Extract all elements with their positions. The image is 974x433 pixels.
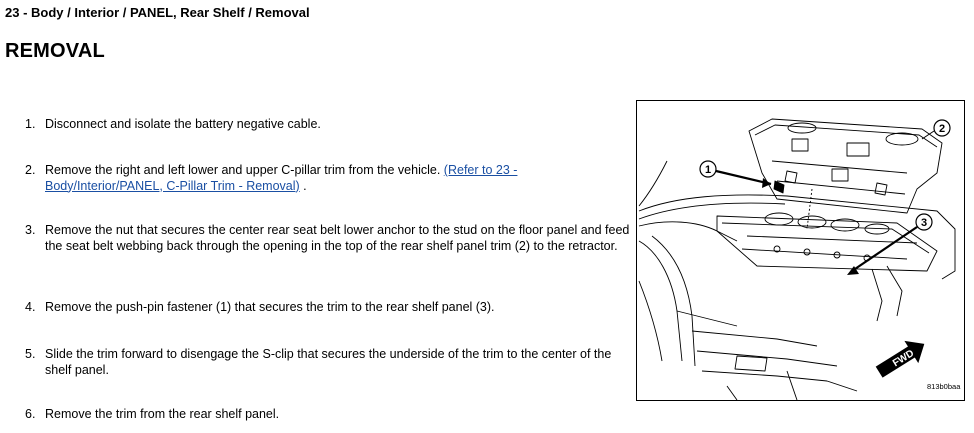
step-number: 6. bbox=[25, 407, 36, 421]
step-item bbox=[25, 407, 635, 423]
callout-2: 2 bbox=[938, 123, 946, 135]
step-text-container bbox=[45, 163, 635, 194]
step-item bbox=[25, 117, 635, 133]
breadcrumb: 23 - Body / Interior / PANEL, Rear Shelf / Removal bbox=[5, 5, 310, 20]
step-item bbox=[25, 300, 635, 316]
step-text: Remove the trim from the rear shelf panel. bbox=[45, 407, 280, 421]
step-number: 5. bbox=[25, 347, 36, 361]
step-text: Remove the push-pin fastener (1) that secures the trim to the rear shelf panel (3). bbox=[45, 300, 495, 314]
step-item bbox=[25, 347, 635, 378]
step-item bbox=[25, 223, 635, 254]
step-text: Disconnect and isolate the battery negative cable. bbox=[45, 117, 321, 131]
step-text-suffix: . bbox=[299, 178, 307, 193]
step-number: 4. bbox=[25, 300, 36, 314]
reference-link-c-pillar-trim-removal[interactable]: (Refer to 23 - Body/Interior/PANEL, C-Pillar Trim - Removal) bbox=[45, 163, 518, 193]
step-text: Remove the right and left lower and upper C-pillar trim from the vehicle. bbox=[45, 163, 441, 177]
step-text: Slide the trim forward to disengage the S-clip that secures the underside of the trim to the center of the shelf panel. bbox=[45, 347, 612, 377]
fwd-label: FWD bbox=[891, 347, 917, 370]
step-number: 1. bbox=[25, 117, 36, 131]
step-number: 3. bbox=[25, 223, 36, 237]
rear-shelf-illustration bbox=[636, 100, 965, 401]
figure-code: 813b0baa bbox=[927, 382, 961, 391]
callout-3: 3 bbox=[920, 217, 928, 229]
forward-arrow-icon bbox=[873, 334, 930, 382]
step-number: 2. bbox=[25, 163, 36, 177]
step-item bbox=[25, 163, 635, 194]
rear-shelf-line-drawing bbox=[637, 101, 964, 400]
step-text: Remove the nut that secures the center rear seat belt lower anchor to the stud on the floor panel and feed the seat belt webbing back through the opening in the top of the rear shelf panel trim (2) to the retractor. bbox=[45, 223, 630, 253]
page-title: REMOVAL bbox=[5, 40, 105, 62]
callout-1: 1 bbox=[704, 164, 712, 176]
